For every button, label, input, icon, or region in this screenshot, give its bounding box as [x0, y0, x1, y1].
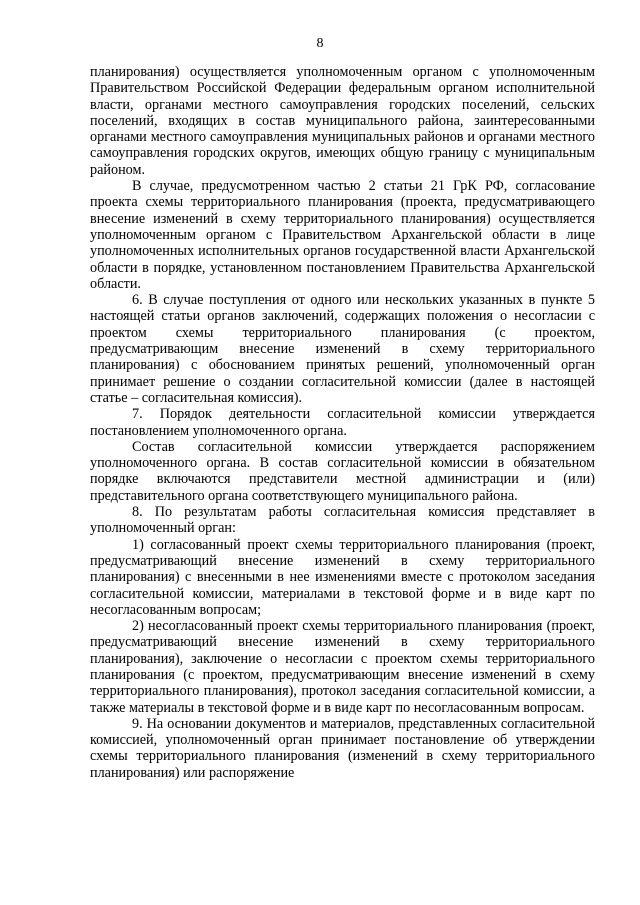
paragraph-subitem-2: 2) несогласованный проект схемы территориального планирования (проект, предусматривающий внесение изменений в схему территориального планирования), заключение о несогласии с проектом схемы территориального планирования (с проектом, предусматривающим внесение изменений в схему территориального планирования), протокол заседания согласительной комиссии, а также материалы в текстовой форме и в виде карт по несогласованным вопросам.: [90, 618, 595, 716]
document-body: [90, 64, 595, 781]
paragraph-commission-composition: Состав согласительной комиссии утверждается распоряжением уполномоченного органа. В состав согласительной комиссии в обязательном порядке включаются представители местной администрации и (или) представительного органа соответствующего муниципального района.: [90, 438, 595, 504]
paragraph-case-part-2-article-21: В случае, предусмотренном частью 2 статьи 21 ГрК РФ, согласование проекта схемы территориального планирования (проекта, предусматривающего внесение изменений в схему территориального планирования) осуществляется уполномоченным органом с Правительством Архангельской области в лице уполномоченных исполнительных органов государственной власти Архангельской области в порядке, установленном постановлением Правительства Архангельской области.: [90, 178, 595, 292]
paragraph-subitem-1: 1) согласованный проект схемы территориального планирования (проект, предусматривающий внесение изменений в схему территориального планирования) с внесенными в нее изменениями вместе с протоколом заседания согласительной комиссии, материалами в текстовой форме и в виде карт по несогласованным вопросам;: [90, 536, 595, 618]
paragraph-continuation: планирования) осуществляется уполномоченным органом с уполномоченным Правительством Российской Федерации федеральным органом исполнительной власти, органами местного самоуправления городских поселений, сельских поселений, входящих в состав муниципального района, заинтересованными органами местного самоуправления муниципальных районов и органами местного самоуправления городских округов, имеющих общую границу с муниципальным районом.: [90, 64, 595, 178]
page-number: 8: [316, 36, 324, 51]
paragraph-item-7: 7. Порядок деятельности согласительной комиссии утверждается постановлением уполномоченного органа.: [90, 406, 595, 439]
paragraph-item-9: 9. На основании документов и материалов, представленных согласительной комиссией, уполномоченный орган принимает постановление об утверждении схемы территориального планирования (изменений в схему территориального планирования) или распоряжение: [90, 715, 595, 781]
paragraph-item-6: 6. В случае поступления от одного или нескольких указанных в пункте 5 настоящей статьи органов заключений, содержащих положения о несогласии с проектом схемы территориального планирования (с проектом, предусматривающим внесение изменений в схему территориального планирования) с обоснованием принятых решений, уполномоченный орган принимает решение о создании согласительной комиссии (далее в настоящей статье – согласительная комиссия).: [90, 292, 595, 406]
paragraph-item-8: 8. По результатам работы согласительная комиссия представляет в уполномоченный орган:: [90, 504, 595, 537]
